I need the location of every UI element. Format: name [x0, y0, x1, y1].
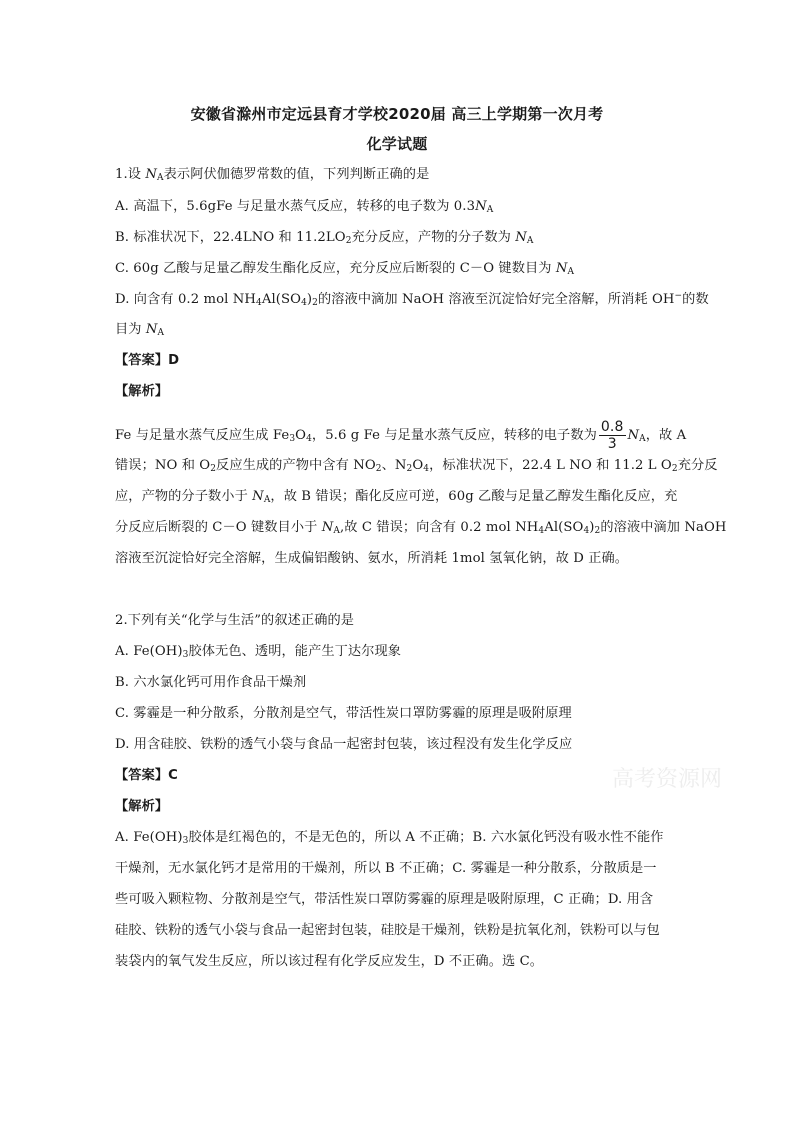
q1-analysis-line-4: 分反应后断裂的 C－O 键数目小于 $N_A$,故 C 错误；向含有 0.2 mol $NH_4Al(SO_4)_2$的溶液中滴加 NaOH	[115, 520, 727, 536]
q1-analysis-label: 【解析】	[115, 384, 169, 399]
q2-analysis-line-3: 些可吸入颗粒物、分散剂是空气，带活性炭口罩防雾霾的原理是吸附原理，C 正确；D. 用含	[115, 892, 654, 907]
q1-option-b: B. 标准状况下，22.4LNO 和 $11.2LO_2$充分反应，产物的分子数为 $N_A$	[115, 230, 534, 246]
q2-answer: 【答案】C	[115, 768, 178, 783]
q1-analysis-line-3: 应，产物的分子数小于 $N_A$，故 B 错误；酯化反应可逆，60g 乙酸与足量乙醇发生酯化反应，充	[115, 489, 678, 505]
watermark: 高考资源网	[612, 767, 723, 792]
q2-option-c: C. 雾霾是一种分散系，分散剂是空气，带活性炭口罩防雾霾的原理是吸附原理	[115, 706, 572, 721]
q2-analysis-line-5: 装袋内的氧气发生反应，所以该过程有化学反应发生，D 不正确。选 C。	[115, 954, 544, 969]
q1-option-d: D. 向含有 0.2 mol $NH_4Al(SO_4)_2$的溶液中滴加 NaOH 溶液至沉淀恰好完全溶解，所消耗 OH−的数	[115, 291, 709, 308]
q1-option-a: A. 高温下，5.6gFe 与足量水蒸气反应，转移的电子数为 $0.3N_A$	[115, 199, 494, 215]
q2-analysis-line-2: 干燥剂，无水氯化钙才是常用的干燥剂，所以 B 不正确；C. 雾霾是一种分散系，分散质是一	[115, 861, 657, 876]
fraction: $\frac{0.8}{3}$	[600, 419, 624, 452]
q2-option-a: A. $Fe(OH)_3$胶体无色、透明，能产生丁达尔现象	[115, 644, 402, 660]
q1-stem: 1.设 $N_A$表示阿伏伽德罗常数的值，下列判断正确的是	[115, 167, 430, 183]
page-subtitle: 化学试题	[366, 135, 428, 153]
q1-analysis-line-2: 错误；NO 和 $O_2$反应生成的产物中含有 $NO_2$、$N_2O_4$，标准状况下，22.4 L NO 和 11.2 L $O_2$充分反	[115, 458, 718, 474]
q2-analysis-line-4: 硅胶、铁粉的透气小袋与食品一起密封包装，硅胶是干燥剂，铁粉是抗氧化剂，铁粉可以与包	[115, 923, 660, 938]
page-title: 安徽省滁州市定远县育才学校2020届 高三上学期第一次月考	[190, 105, 604, 123]
q2-analysis-label: 【解析】	[115, 799, 169, 814]
q1-analysis-line-1: Fe 与足量水蒸气反应生成 $Fe_3O_4$，5.6 g Fe 与足量水蒸气反应，转移的电子数为 $\frac{0.8}{3}$ $N_A$，故 A	[115, 419, 687, 452]
q1-option-d-cont: 目为 $N_A$	[115, 322, 165, 338]
q2-option-b: B. 六水氯化钙可用作食品干燥剂	[115, 675, 307, 690]
q2-stem: 2.下列有关“化学与生活”的叙述正确的是	[115, 613, 355, 628]
q2-option-d: D. 用含硅胶、铁粉的透气小袋与食品一起密封包装，该过程没有发生化学反应	[115, 737, 573, 752]
q1-answer: 【答案】D	[115, 353, 180, 368]
q1-analysis-line-5: 溶液至沉淀恰好完全溶解，生成偏铝酸钠、氨水，所消耗 1mol 氢氧化钠，故 D 正确。	[115, 551, 629, 566]
q1-option-c: C. 60g 乙酸与足量乙醇发生酯化反应，充分反应后断裂的 C－O 键数目为 $N_A$	[115, 261, 575, 277]
q2-analysis-line-1: A. $Fe(OH)_3$胶体是红褐色的，不是无色的，所以 A 不正确；B. 六水氯化钙没有吸水性不能作	[115, 830, 664, 846]
